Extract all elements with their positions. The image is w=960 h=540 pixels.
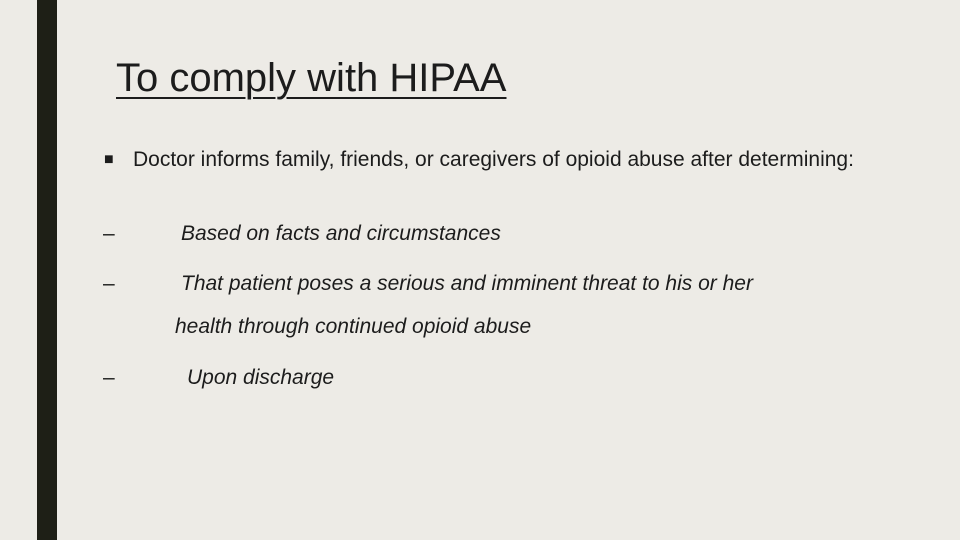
dash-icon: – — [103, 366, 115, 389]
dash-icon: – — [103, 272, 115, 295]
sub-bullet-text: Based on facts and circumstances — [181, 222, 501, 245]
sub-bullet-2-continuation: health through continued opioid abuse — [175, 315, 532, 338]
sub-bullet-text: That patient poses a serious and imminent threat to his or her — [181, 272, 753, 295]
dash-icon: – — [103, 222, 115, 245]
slide-title: To comply with HIPAA — [116, 56, 507, 100]
main-bullet-text: Doctor informs family, friends, or caregivers of opioid abuse after determining: — [133, 148, 854, 171]
sub-bullet-text: Upon discharge — [187, 366, 335, 389]
main-bullet — [104, 146, 864, 173]
square-bullet-icon: ■ — [104, 151, 114, 168]
left-accent-bar — [37, 0, 57, 540]
